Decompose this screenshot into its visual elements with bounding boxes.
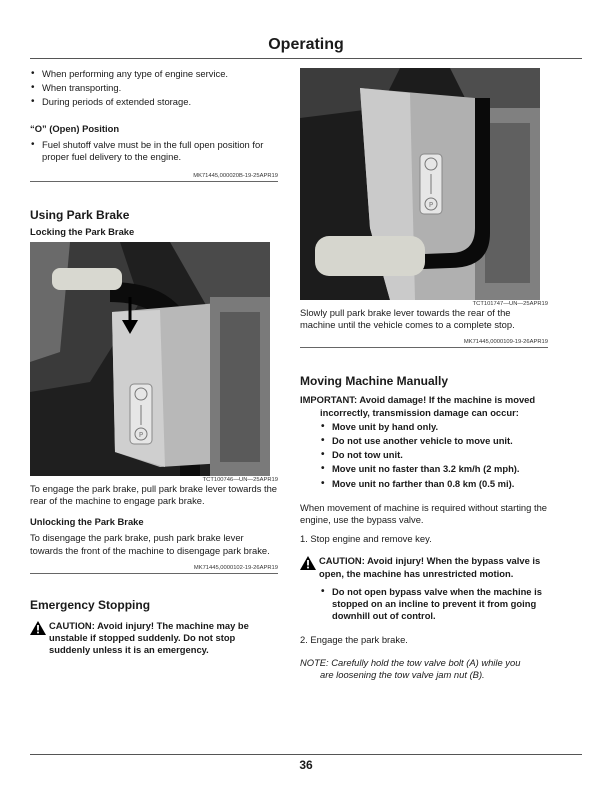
- caution-text: CAUTION: Avoid injury! The machine may be unstable if stopped suddenly. Do not stop suddenly unless it is an emergency.: [49, 619, 249, 656]
- step-1: 1. Stop engine and remove key.: [300, 533, 432, 545]
- unlocking-heading: Unlocking the Park Brake: [30, 516, 144, 528]
- list-item: • When performing any type of engine service.: [30, 68, 278, 80]
- page-title: Operating: [268, 36, 344, 53]
- caution-block: [300, 555, 548, 579]
- page-number: 36: [299, 758, 313, 772]
- caution-block: [30, 620, 278, 657]
- brake-lever-photo: [300, 68, 540, 300]
- moving-heading: Moving Machine Manually: [300, 374, 449, 389]
- svg-text:P: P: [138, 431, 144, 440]
- park-brake-photo: [30, 242, 270, 476]
- emergency-heading: Emergency Stopping: [30, 597, 151, 612]
- photo-reference: TCT100746—UN—25APR19: [202, 477, 278, 484]
- list-item: • Move unit by hand only.: [320, 421, 548, 433]
- caution-text: CAUTION: Avoid injury! When the bypass valve is open, the machine has unrestricted motion.: [319, 555, 541, 579]
- warning-triangle-icon: [30, 621, 46, 635]
- step-2: 2. Engage the park brake.: [300, 634, 408, 646]
- list-item: • During periods of extended storage.: [30, 96, 278, 108]
- reference-code: MK71445,0000102-19-26APR19: [30, 565, 278, 574]
- right-column: [300, 68, 548, 681]
- reference-code: MK71445,000020B-19-25APR19: [30, 173, 278, 182]
- note-line-1: NOTE: Carefully hold the tow valve bolt (A) while you: [300, 656, 521, 668]
- svg-text:P: P: [428, 201, 434, 209]
- list-item: • Move unit no faster than 3.2 km/h (2 mph).: [320, 463, 548, 475]
- list-item: • Move unit no farther than 0.8 km (0.5 mi).: [320, 478, 548, 490]
- locking-text: To engage the park brake, pull park brake lever towards the rear of the machine to engage park brake.: [30, 483, 278, 507]
- list-item: • Do not use another vehicle to move unit.: [320, 435, 548, 447]
- unlocking-text: To disengage the park brake, push park brake lever towards the front of the machine to disengage park brake.: [30, 532, 270, 556]
- slow-pull-text: Slowly pull park brake lever towards the rear of the machine until the vehicle comes to a complete stop.: [300, 307, 515, 331]
- bypass-text: When movement of machine is required without starting the engine, use the bypass valve.: [300, 501, 547, 526]
- note-line-2: are loosening the tow valve jam nut (B).: [320, 668, 485, 680]
- list-item: • Do not open bypass valve when the machine is stopped on an incline to prevent it from going downhill out of control.: [320, 586, 548, 623]
- list-item: • Do not tow unit.: [320, 449, 548, 461]
- footer-rule: [30, 754, 582, 755]
- important-text: IMPORTANT: Avoid damage! If the machine is moved incorrectly, transmission damage can occur:: [300, 394, 536, 418]
- park-brake-heading: Using Park Brake: [30, 208, 130, 223]
- reference-code: MK71445,0000109-19-26APR19: [300, 339, 548, 348]
- warning-triangle-icon: [300, 556, 316, 570]
- locking-heading: Locking the Park Brake: [30, 226, 135, 238]
- open-position-heading: “O” (Open) Position: [30, 122, 120, 134]
- photo-reference: TCT101747—UN—25APR19: [472, 301, 548, 307]
- left-column: [30, 66, 278, 656]
- title-rule: [30, 58, 582, 59]
- list-item: • When transporting.: [30, 82, 278, 94]
- list-item: • Fuel shutoff valve must be in the full open position for proper fuel delivery to the engine.: [30, 139, 278, 163]
